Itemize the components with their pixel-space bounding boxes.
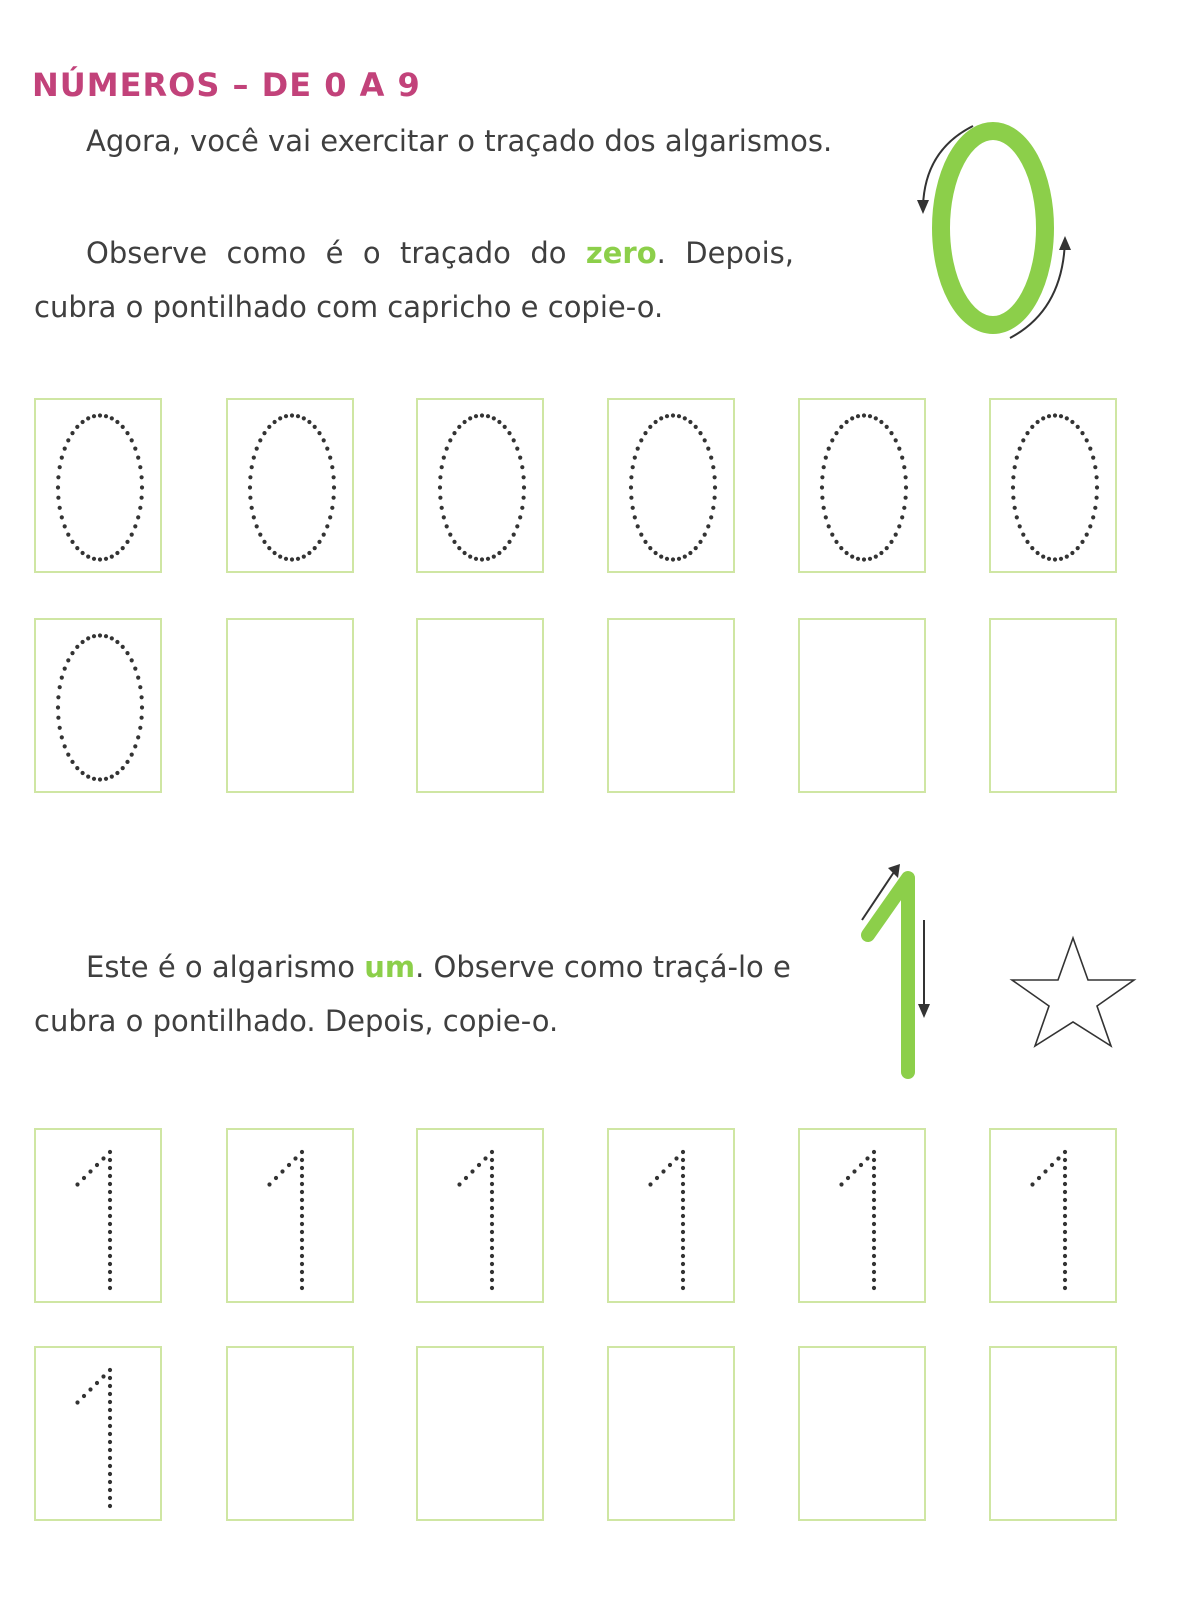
dotted-one-icon [36,1130,164,1305]
one-trace-box[interactable] [798,1128,926,1303]
dotted-one-icon [418,1130,546,1305]
zero-copy-box[interactable] [416,618,544,793]
zero-copy-box[interactable] [798,618,926,793]
one-trace-box[interactable] [989,1128,1117,1303]
one-copy-box[interactable] [416,1346,544,1521]
page-heading: NÚMEROS – DE 0 A 9 [32,66,421,104]
star-outline-icon [1008,934,1138,1049]
one-trace-box[interactable] [34,1128,162,1303]
dotted-zero-icon [36,620,164,795]
dotted-zero-icon [228,400,356,575]
dotted-one-icon [991,1130,1119,1305]
dotted-one-icon [800,1130,928,1305]
zero-copy-box[interactable] [607,618,735,793]
zero-trace-box[interactable] [226,398,354,573]
zero-instruction-lead: Observe como é o traçado do [86,236,586,270]
zero-instruction [34,226,794,334]
dotted-one-icon [36,1348,164,1523]
one-trace-box[interactable] [607,1128,735,1303]
one-instruction-tail: . Observe como traçá-lo e cubra o pontilhado. Depois, copie-o. [34,950,791,1038]
one-stroke-guide-icon [858,860,938,1085]
one-trace-box[interactable] [226,1128,354,1303]
one-instruction-lead: Este é o algarismo [86,950,365,984]
zero-trace-box[interactable] [416,398,544,573]
dotted-zero-icon [609,400,737,575]
one-copy-box[interactable] [226,1346,354,1521]
zero-instruction-tail: . Depois, cubra o pontilhado com capricho e copie-o. [34,236,794,324]
intro-text: Agora, você vai exercitar o traçado dos algarismos. [86,124,833,158]
zero-copy-box[interactable] [226,618,354,793]
zero-trace-box[interactable] [34,618,162,793]
zero-stroke-guide-icon [915,110,1080,345]
zero-trace-box[interactable] [607,398,735,573]
zero-copy-box[interactable] [989,618,1117,793]
dotted-zero-icon [36,400,164,575]
dotted-zero-icon [418,400,546,575]
one-highlight: um [364,950,416,984]
one-copy-box[interactable] [989,1346,1117,1521]
zero-trace-box[interactable] [798,398,926,573]
one-copy-box[interactable] [798,1346,926,1521]
zero-highlight: zero [585,236,657,270]
dotted-zero-icon [800,400,928,575]
one-copy-box[interactable] [607,1346,735,1521]
dotted-one-icon [609,1130,737,1305]
zero-trace-box[interactable] [34,398,162,573]
dotted-zero-icon [991,400,1119,575]
one-instruction [34,940,794,1048]
dotted-one-icon [228,1130,356,1305]
zero-trace-box[interactable] [989,398,1117,573]
one-trace-box[interactable] [416,1128,544,1303]
one-trace-box[interactable] [34,1346,162,1521]
